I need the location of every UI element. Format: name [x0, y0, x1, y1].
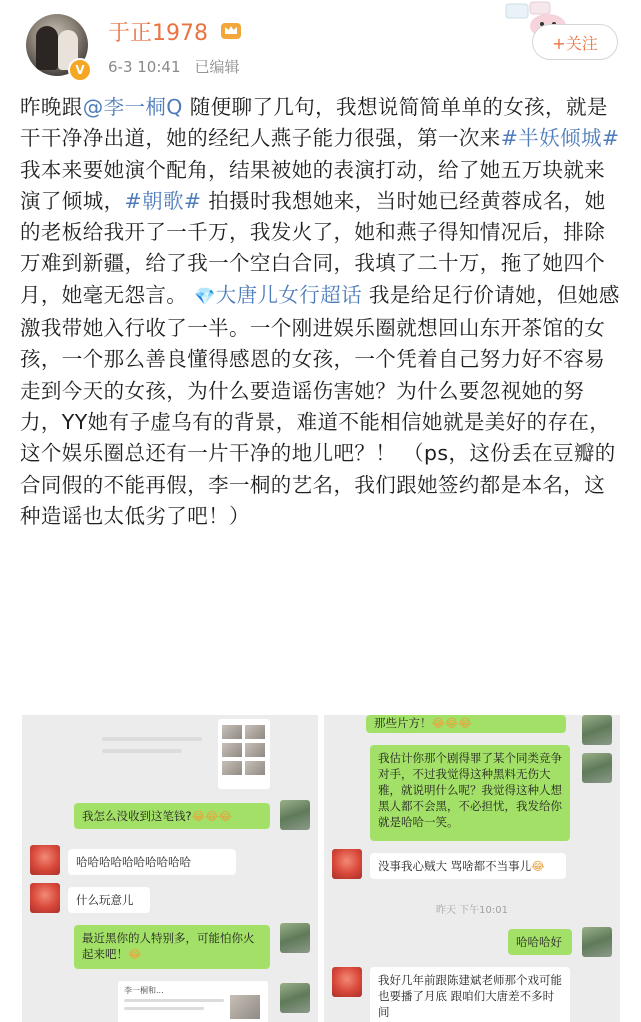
post-text	[20, 92, 620, 532]
chat-message: 那些片方！😂😂😂	[366, 715, 566, 733]
shared-image-card	[218, 719, 270, 789]
post-link[interactable]: @李一桐Q	[82, 95, 183, 119]
diamond-icon: 💎	[194, 286, 216, 307]
chat-avatar	[30, 883, 60, 913]
post-link[interactable]: #半妖倾城#	[500, 126, 620, 151]
chat-avatar	[280, 923, 310, 953]
post-text-segment: 随便聊了几句，我想说简简单单的女孩，就是干干净净出道，她的经纪人燕子能力很强，第一次来	[20, 95, 608, 151]
chat-screenshot-left	[22, 715, 318, 1022]
chat-avatar	[280, 800, 310, 830]
username[interactable]: 于正1978	[108, 21, 208, 46]
chat-screenshot-right	[324, 715, 620, 1022]
post-text-segment: 昨晚跟	[20, 95, 83, 119]
chat-avatar	[582, 715, 612, 745]
chat-avatar	[30, 845, 60, 875]
chat-message: 没事我心贼大 骂啥都不当事儿😂	[370, 853, 566, 879]
chat-timestamp: 昨天 下午10:01	[436, 905, 508, 916]
chat-avatar	[582, 753, 612, 783]
chat-message: 什么玩意儿	[68, 887, 150, 913]
post-text-segment: 我本来要她演个配角，结果被她的表演打动，给了她五万块就来演了倾城，	[20, 157, 606, 213]
chat-message: 我怎么没收到这笔钱?😂😂😂	[74, 803, 270, 829]
verified-icon: V	[68, 58, 92, 82]
chat-avatar	[280, 983, 310, 1013]
crown-icon	[220, 20, 242, 40]
link-card: 李一桐和...	[118, 981, 268, 1022]
post-timestamp: 6-3 10:41	[108, 58, 181, 76]
post-text-segment: 我是给足行价请她，但她感激我带她入行收了一半。一个刚进娱乐圈就想回山东开茶馆的女孩，一个那么善良懂得感恩的女孩，一个凭着自己努力好不容易走到今天的女孩，为什么要造谣伤害她？为什么要忽视她的努力，YY她有子虚乌有的背景，难道不能相信她就是美好的存在，这个娱乐圈总还有一片干净的地儿吧？！ （ps，这份丢在豆瓣的合同假的不能再假，李一桐的艺名，我们跟她签约都是本名，这种造谣也太低劣了吧！）	[20, 282, 620, 528]
post-meta	[108, 56, 240, 77]
chat-message: 最近黑你的人特别多，可能怕你火起来吧！😂	[74, 925, 270, 969]
post-header	[0, 0, 641, 95]
chat-message: 我好几年前跟陈建斌老师那个戏可能也要播了月底 跟咱们大唐差不多时间	[370, 967, 570, 1022]
chat-avatar	[332, 967, 362, 997]
post-text-segment: 拍摄时我想她来，当时她已经黄蓉成名，她的老板给我开了一千万，我发火了，她和燕子得知情况后，排除万难到新疆，给了我一个空白合同，我填了二十万，拖了她四个月，她毫无怨言。	[20, 188, 606, 307]
post-link[interactable]: 大唐儿女行超话	[215, 282, 363, 307]
post-link[interactable]: #朝歌#	[124, 188, 202, 213]
edited-label: 已编辑	[194, 58, 240, 76]
chat-avatar	[332, 849, 362, 879]
chat-message: 哈哈哈哈哈哈哈哈哈哈	[68, 849, 236, 875]
chat-message: 我估计你那个剧得罪了某个同类竞争对手，不过我觉得这种黑料无伤大雅，就说明什么呢？我觉得这种人想黑人都不会黑，不必担忧，我发给你就是哈哈一笑。	[370, 745, 570, 841]
follow-button[interactable]: +关注	[532, 24, 618, 60]
chat-message: 哈哈哈好	[508, 929, 572, 955]
chat-avatar	[582, 927, 612, 957]
